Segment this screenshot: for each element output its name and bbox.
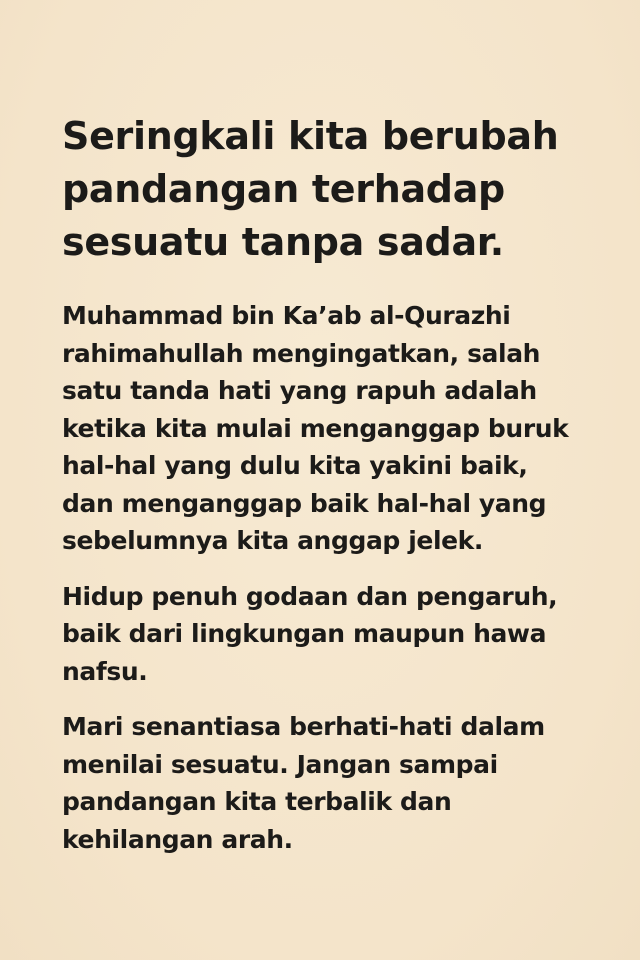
paragraph-line: ketika kita mulai menganggap buruk — [62, 413, 569, 443]
headline — [62, 110, 590, 269]
paragraph-line: nafsu. — [62, 656, 148, 686]
headline-line: pandangan terhadap — [62, 167, 505, 211]
paragraph-line: baik dari lingkungan maupun hawa — [62, 619, 547, 648]
headline-line: sesuatu tanpa sadar. — [62, 220, 504, 264]
paragraph-line: satu tanda hati yang rapuh adalah — [62, 376, 537, 405]
paragraph-line: pandangan kita terbalik dan — [62, 787, 452, 816]
paragraph-line: sebelumnya kita anggap jelek. — [62, 526, 483, 555]
paragraph-line: Hidup penuh godaan dan pengaruh, — [62, 581, 558, 611]
paragraph-line: dan menganggap baik hal-hal yang — [62, 488, 547, 518]
paragraph-quote — [62, 297, 590, 560]
paragraph-line: Muhammad bin Ka’ab al-Qurazhi — [62, 301, 511, 330]
paragraph-line: Mari senantiasa berhati-hati dalam — [62, 712, 545, 741]
paragraph-reminder — [62, 708, 590, 858]
paragraph-line: kehilangan arah. — [62, 824, 293, 854]
headline-line: Seringkali kita berubah — [62, 114, 559, 158]
paragraph-line: rahimahullah mengingatkan, salah — [62, 338, 541, 368]
paragraph-line: hal-hal yang dulu kita yakini baik, — [62, 451, 528, 480]
paragraph-temptation — [62, 578, 590, 691]
paragraph-line: menilai sesuatu. Jangan sampai — [62, 749, 498, 779]
